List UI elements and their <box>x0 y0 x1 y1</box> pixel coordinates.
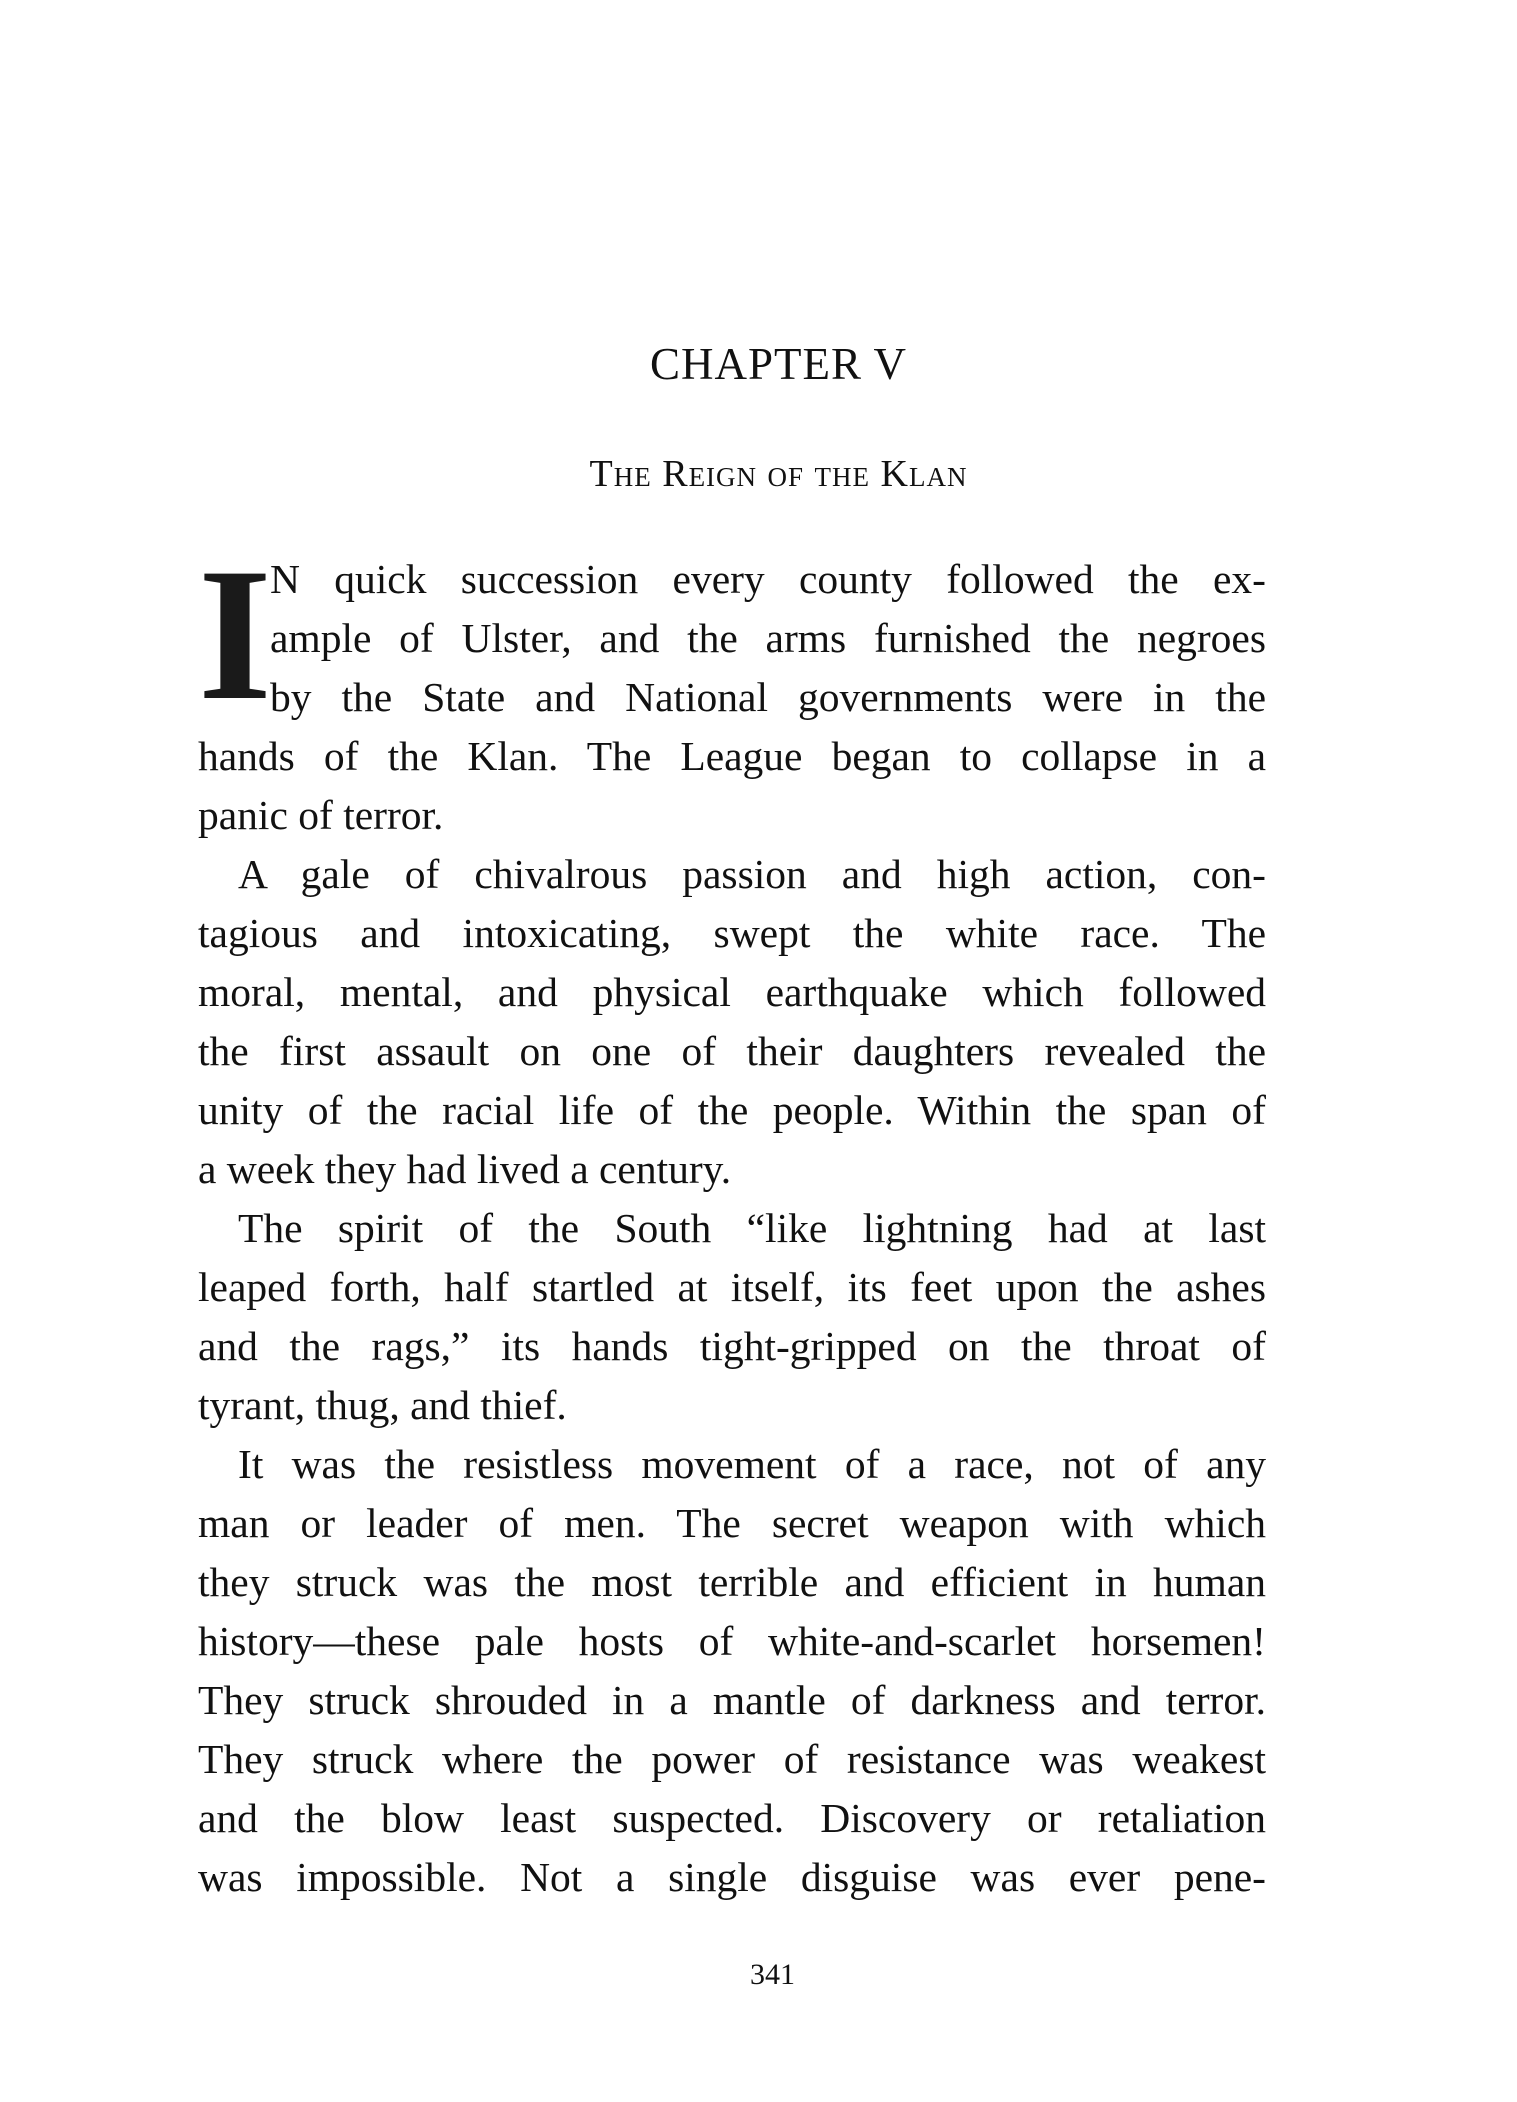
paragraph <box>198 845 1266 1199</box>
text-line: history—these pale hosts of white-and-scarlet horsemen! <box>198 1618 1266 1664</box>
text-line: tyrant, thug, and thief. <box>198 1382 567 1428</box>
text-line: They struck where the power of resistance was weakest <box>198 1736 1266 1782</box>
text-line: a week they had lived a century. <box>198 1146 732 1192</box>
text-line: unity of the racial life of the people. Within the span of <box>198 1087 1266 1133</box>
text-line: ample of Ulster, and the arms furnished the negroes <box>270 615 1266 661</box>
text-line: man or leader of men. The secret weapon with which <box>198 1500 1266 1546</box>
text-line: It was the resistless movement of a race, not of any <box>238 1441 1266 1487</box>
text-line: was impossible. Not a single disguise was ever pene- <box>198 1854 1266 1900</box>
text-line: they struck was the most terrible and efficient in human <box>198 1559 1266 1605</box>
text-line: the first assault on one of their daughters revealed the <box>198 1028 1266 1074</box>
text-line: and the rags,” its hands tight-gripped on the throat of <box>198 1323 1266 1369</box>
text-line: leaped forth, half startled at itself, its feet upon the ashes <box>198 1264 1266 1310</box>
page-number: 341 <box>750 1958 795 1991</box>
text-line: moral, mental, and physical earthquake which followed <box>198 969 1266 1015</box>
paragraph <box>198 1199 1266 1435</box>
opening-paragraph <box>198 530 1266 845</box>
text-line: tagious and intoxicating, swept the white race. The <box>198 910 1266 956</box>
chapter-subtitle: The Reign of the Klan <box>589 453 968 495</box>
text-line: panic of terror. <box>198 792 444 838</box>
text-line: A gale of chivalrous passion and high action, con- <box>238 851 1266 897</box>
drop-cap: I <box>198 530 272 740</box>
text-line: The spirit of the South “like lightning had at last <box>238 1205 1266 1251</box>
text-line: N quick succession every county followed the ex- <box>270 556 1266 602</box>
text-line: hands of the Klan. The League began to collapse in a <box>198 733 1266 779</box>
paragraph <box>198 1435 1266 1907</box>
text-line: and the blow least suspected. Discovery or retaliation <box>198 1795 1266 1841</box>
text-line: by the State and National governments were in the <box>270 674 1266 720</box>
chapter-heading: CHAPTER V <box>650 339 907 389</box>
text-line: They struck shrouded in a mantle of darkness and terror. <box>198 1677 1266 1723</box>
body-text <box>198 530 1266 1907</box>
